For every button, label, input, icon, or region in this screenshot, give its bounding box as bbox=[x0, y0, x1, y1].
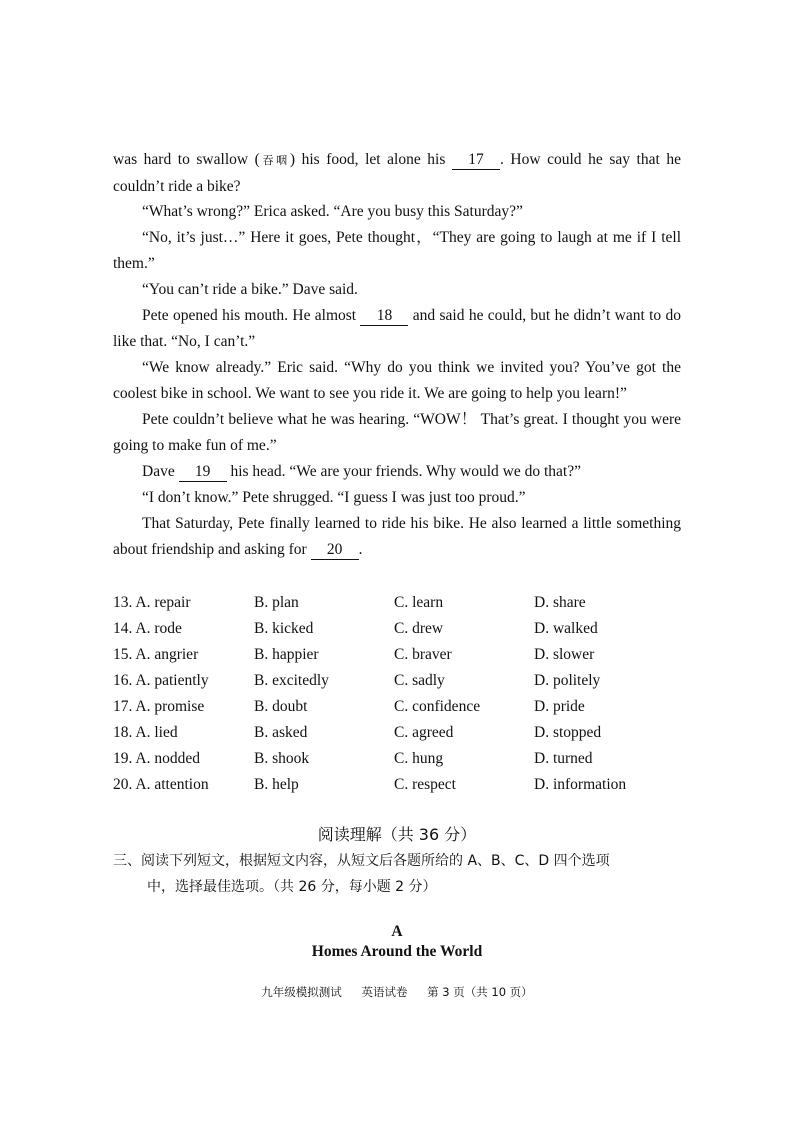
passage-paragraph-6: “We know already.” Eric said. “Why do you think we invited you? You’ve got the coolest bike in school. We want to see you ride it. We are going to help you learn!” bbox=[113, 359, 681, 402]
option-b: B. plan bbox=[254, 594, 299, 611]
option-c: C. hung bbox=[394, 750, 444, 767]
option-c: C. sadly bbox=[394, 672, 445, 689]
blank-18: 18 bbox=[360, 307, 408, 326]
option-c: C. agreed bbox=[394, 724, 454, 741]
blank-19: 19 bbox=[179, 463, 227, 482]
passage-paragraph-3: “No, it’s just…” Here it goes, Pete thought，“They are going to laugh at me if I tell them.” bbox=[113, 229, 681, 272]
option-c: C. learn bbox=[394, 594, 444, 611]
option-a: 20. A. attention bbox=[113, 776, 209, 793]
question-16-options bbox=[113, 668, 693, 694]
chinese-gloss: 吞咽 bbox=[259, 154, 290, 167]
option-b: B. doubt bbox=[254, 698, 308, 715]
option-a: 14. A. rode bbox=[113, 620, 182, 637]
section-instructions bbox=[113, 848, 683, 900]
option-a: 19. A. nodded bbox=[113, 750, 200, 767]
option-d: D. walked bbox=[534, 620, 598, 637]
option-b: B. help bbox=[254, 776, 299, 793]
option-c: C. drew bbox=[394, 620, 444, 637]
question-20-options bbox=[113, 772, 693, 798]
option-c: C. respect bbox=[394, 776, 456, 793]
section-title: 阅读理解（共 36 分） bbox=[317, 825, 477, 844]
blank-17: 17 bbox=[452, 151, 500, 170]
question-18-options bbox=[113, 720, 693, 746]
option-d: D. slower bbox=[534, 646, 595, 663]
footer-subject: 英语试卷 bbox=[361, 985, 408, 999]
question-15-options bbox=[113, 642, 693, 668]
page-footer bbox=[0, 982, 794, 1002]
option-c: C. confidence bbox=[394, 698, 481, 715]
article-title: Homes Around the World bbox=[311, 943, 483, 960]
question-14-options bbox=[113, 616, 693, 642]
passage-paragraph-7: Pete couldn’t believe what he was hearing. “WOW！ That’s great. I thought you were going to make fun of me.” bbox=[113, 411, 681, 454]
instruction-line-1: 三、阅读下列短文，根据短文内容，从短文后各题所给的 A、B、C、D 四个选项 bbox=[113, 853, 610, 869]
blank-20: 20 bbox=[311, 541, 359, 560]
passage-paragraph-5: Pete opened his mouth. He almost 18 and said he could, but he didn’t want to do like that. “No, I can’t.” bbox=[113, 307, 681, 350]
option-d: D. politely bbox=[534, 672, 601, 689]
article-letter: A bbox=[391, 923, 403, 940]
option-a: 13. A. repair bbox=[113, 594, 191, 611]
option-d: D. turned bbox=[534, 750, 593, 767]
footer-exam: 九年级模拟测试 bbox=[261, 985, 342, 999]
option-d: D. stopped bbox=[534, 724, 602, 741]
passage-paragraph-10: That Saturday, Pete finally learned to ride his bike. He also learned a little something about friendship and asking for 20 . bbox=[113, 515, 681, 558]
passage-paragraph-9: “I don’t know.” Pete shrugged. “I guess I was just too proud.” bbox=[142, 489, 526, 506]
passage-paragraph-2: “What’s wrong?” Erica asked. “Are you busy this Saturday?” bbox=[142, 203, 523, 220]
option-a: 16. A. patiently bbox=[113, 672, 209, 689]
passage-paragraph-1: was hard to swallow (吞咽) his food, let alone his 17 . How could he say that he couldn’t ride a bike? bbox=[113, 151, 681, 195]
option-a: 17. A. promise bbox=[113, 698, 205, 715]
option-d: D. information bbox=[534, 776, 627, 793]
instruction-line-2: 中，选择最佳选项。（共 26 分，每小题 2 分） bbox=[147, 879, 437, 895]
passage-paragraph-4: “You can’t ride a bike.” Dave said. bbox=[142, 281, 358, 298]
question-19-options bbox=[113, 746, 693, 772]
option-b: B. kicked bbox=[254, 620, 314, 637]
option-a: 18. A. lied bbox=[113, 724, 178, 741]
option-a: 15. A. angrier bbox=[113, 646, 199, 663]
footer-page-number: 第 3 页（共 10 页） bbox=[427, 985, 533, 999]
option-b: B. asked bbox=[254, 724, 308, 741]
passage-paragraph-8: Dave 19 his head. “We are your friends. Why would we do that?” bbox=[142, 463, 581, 480]
option-d: D. pride bbox=[534, 698, 585, 715]
option-b: B. happier bbox=[254, 646, 319, 663]
option-b: B. excitedly bbox=[254, 672, 329, 689]
question-13-options bbox=[113, 590, 693, 616]
option-c: C. braver bbox=[394, 646, 452, 663]
option-b: B. shook bbox=[254, 750, 310, 767]
option-d: D. share bbox=[534, 594, 586, 611]
question-17-options bbox=[113, 694, 693, 720]
